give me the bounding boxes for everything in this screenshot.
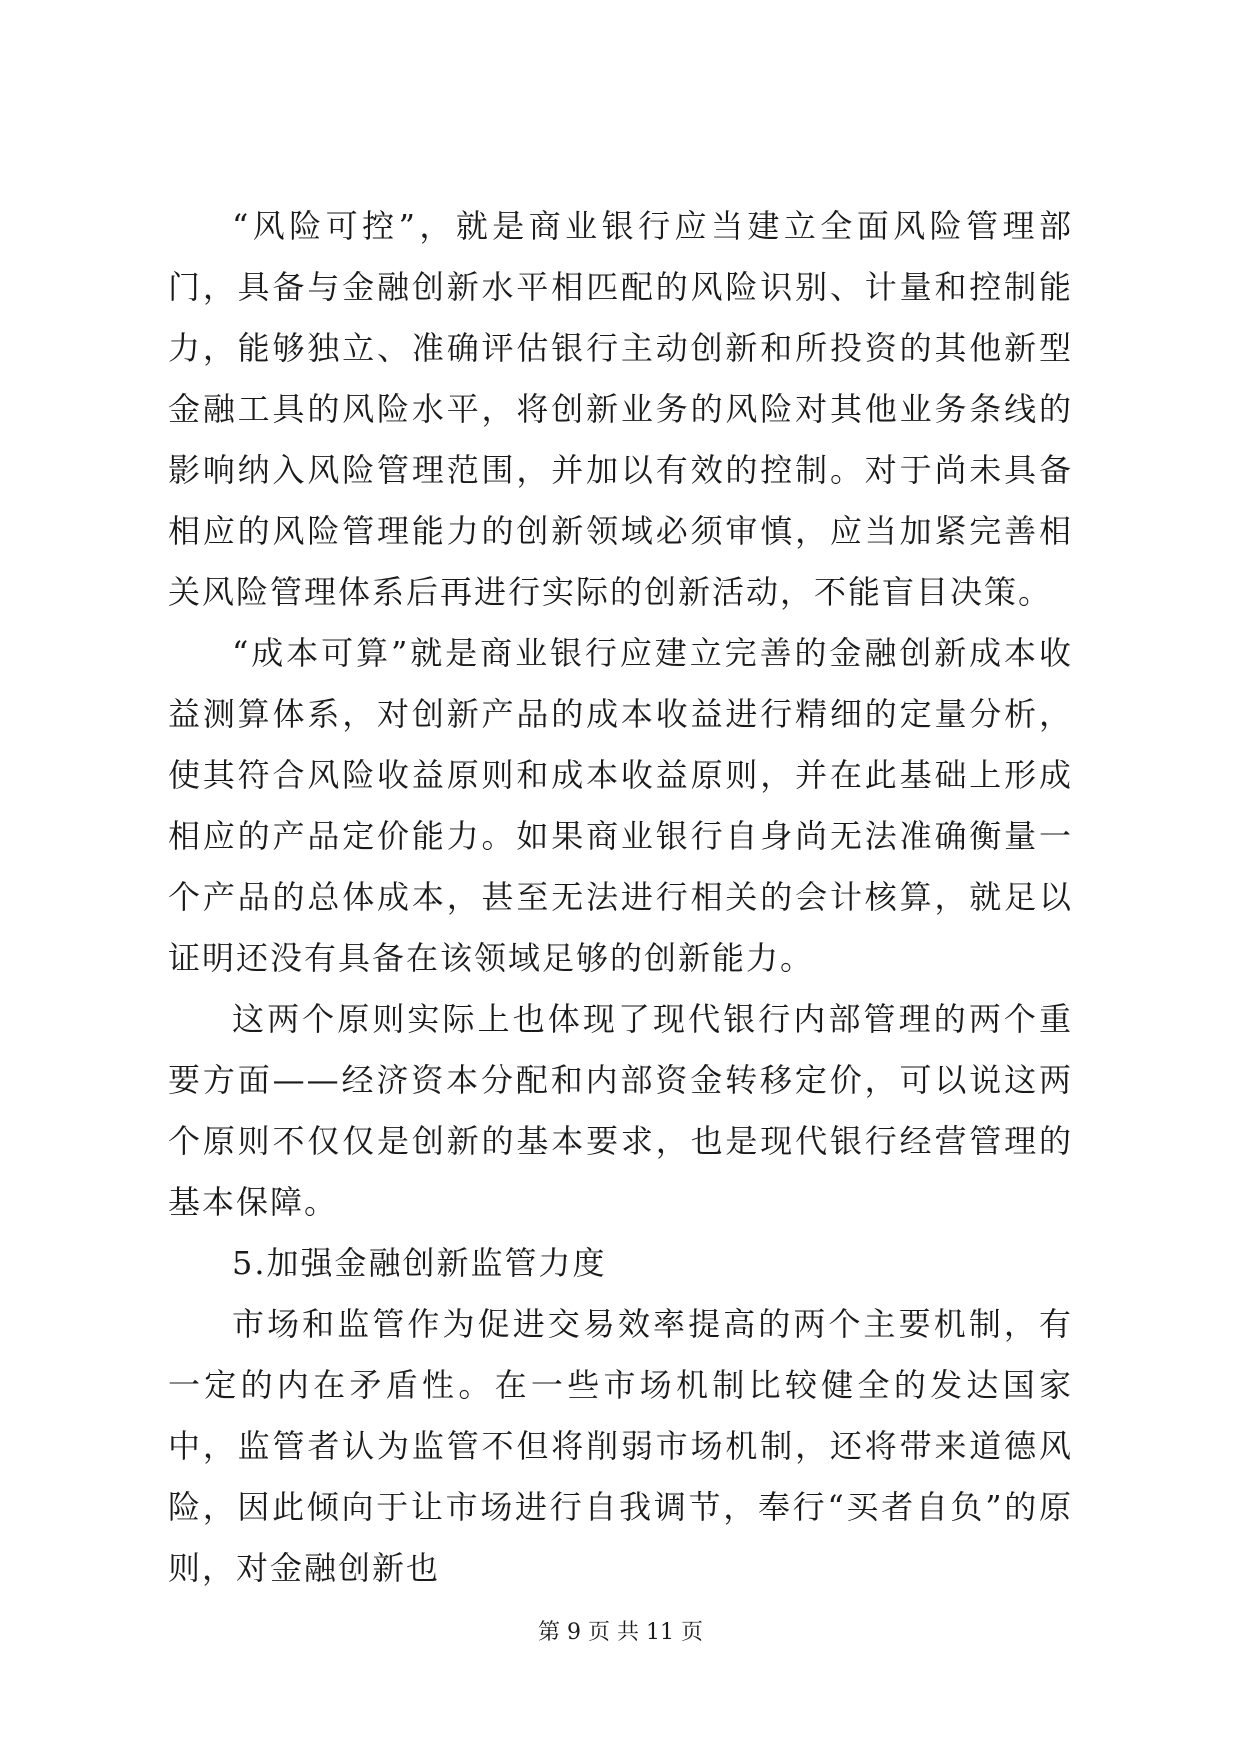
paragraph-market-supervision: 市场和监管作为促进交易效率提高的两个主要机制，有一定的内在矛盾性。在一些市场机制比较健全的发达国家中，监管者认为监管不但将削弱市场机制，还将带来道德风险，因此倾向于让市场进行自我调节，奉行“买者自负”的原则，对金融创新也 [168,1305,1073,1587]
document-body [168,196,1073,1599]
paragraph-risk-controllable: “风险可控”，就是商业银行应当建立全面风险管理部门，具备与金融创新水平相匹配的风险识别、计量和控制能力，能够独立、准确评估银行主动创新和所投资的其他新型金融工具的风险水平，将创新业务的风险对其他业务条线的影响纳入风险管理范围，并加以有效的控制。对于尚未具备相应的风险管理能力的创新领域必须审慎，应当加紧完善相关风险管理体系后再进行实际的创新活动，不能盲目决策。 [168,207,1073,611]
paragraph-two-principles: 这两个原则实际上也体现了现代银行内部管理的两个重要方面——经济资本分配和内部资金转移定价，可以说这两个原则不仅仅是创新的基本要求，也是现代银行经营管理的基本保障。 [168,1000,1073,1221]
section-heading-supervision: 5.加强金融创新监管力度 [232,1244,607,1282]
paragraph-cost-calculable: “成本可算”就是商业银行应建立完善的金融创新成本收益测算体系，对创新产品的成本收益进行精细的定量分析，使其符合风险收益原则和成本收益原则，并在此基础上形成相应的产品定价能力。如果商业银行自身尚无法准确衡量一个产品的总体成本，甚至无法进行相关的会计核算，就足以证明还没有具备在该领域足够的创新能力。 [168,634,1073,977]
page-number-footer: 第 9 页 共 11 页 [538,1620,703,1645]
